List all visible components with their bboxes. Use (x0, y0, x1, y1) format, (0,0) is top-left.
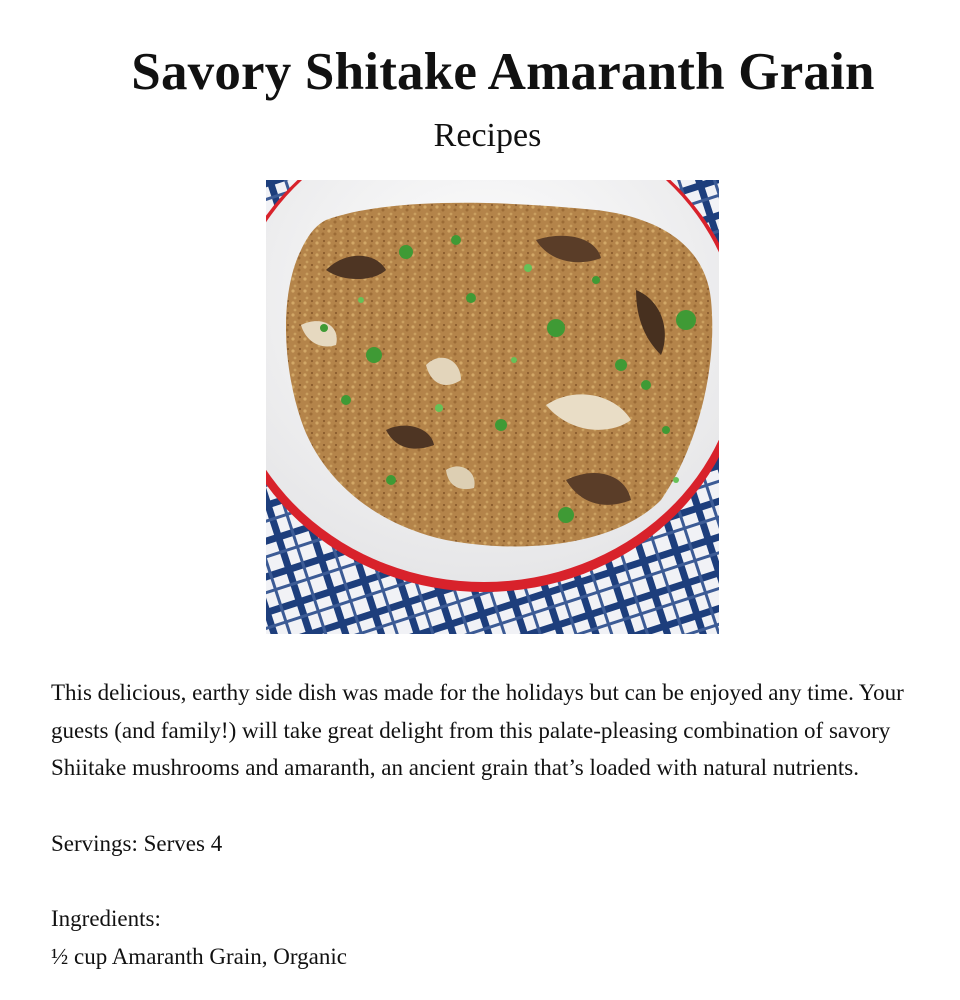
recipe-servings: Servings: Serves 4 (51, 830, 223, 856)
ingredient-item: ½ cup Amaranth Grain, Organic (51, 943, 347, 969)
recipe-description: This delicious, earthy side dish was made for the holidays but can be enjoyed any time. Your guests (and family!) will take great delight from this palate-pleasing combination of savory Shiitake mushrooms and amaranth, an ancient grain that’s loaded with natural nutrients. (51, 680, 904, 780)
ingredients-heading: Ingredients: (51, 906, 161, 931)
recipe-title: Savory Shitake Amaranth Grain (131, 43, 875, 101)
recipe-photo (266, 180, 719, 634)
recipe-subtitle: Recipes (433, 117, 542, 154)
recipe-content (51, 674, 911, 975)
